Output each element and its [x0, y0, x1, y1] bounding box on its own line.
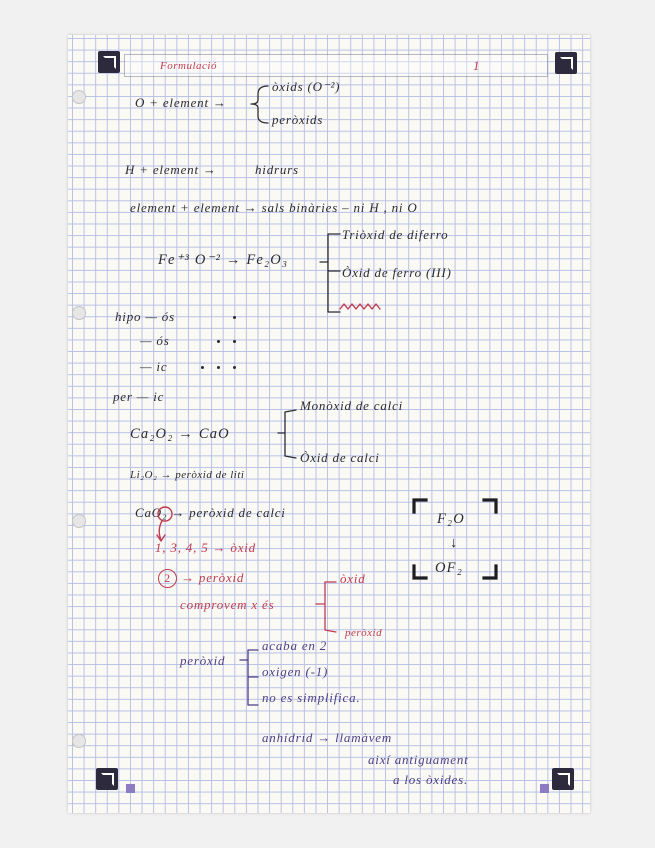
valence-dot — [233, 340, 236, 343]
check-answer: òxid — [340, 571, 366, 586]
suffix-dots — [176, 316, 236, 322]
box-formula-top: F₂O — [437, 511, 465, 527]
valence-dot — [217, 340, 220, 343]
purple-square-icon — [126, 784, 135, 793]
anhydride-note: així antiguament — [368, 752, 469, 767]
iron-name: Òxid de ferro (III) — [342, 265, 452, 280]
valence-dot — [217, 366, 220, 369]
suffix-dots — [176, 366, 236, 372]
box-formula-bottom: OF₂ — [435, 560, 463, 576]
peroxide-rule — [158, 569, 244, 588]
punch-hole — [72, 90, 86, 104]
down-arrow-icon: ↓ — [450, 535, 459, 551]
circled-number: 2 — [158, 569, 177, 588]
iron-name: Triòxid de diferro — [342, 227, 449, 242]
suffix-label: — ic — [140, 359, 168, 374]
hydrogen-result: hidrurs — [255, 162, 299, 177]
check-answer: peròxid — [345, 627, 383, 639]
page-title: Formulació — [160, 60, 217, 72]
punch-hole — [72, 734, 86, 748]
page-number: 1 — [473, 58, 481, 73]
suffix-label: per — ic — [113, 389, 165, 404]
hydrogen-rule: H + element → — [125, 162, 217, 177]
oxygen-rule: O + element → — [135, 95, 227, 110]
peroxide-rule-text: → peròxid — [181, 570, 245, 585]
peroxide-property: no es simplifica. — [262, 690, 361, 705]
valence-dot — [201, 366, 204, 369]
corner-marker-icon — [96, 768, 118, 790]
corner-marker-icon — [555, 52, 577, 74]
oxide-rule: 1, 3, 4, 5 → òxid — [155, 540, 256, 555]
calcium-name: Òxid de calci — [300, 450, 380, 465]
calcium-formula: Ca₂O₂ → CaO — [130, 426, 230, 442]
purple-square-icon — [540, 784, 549, 793]
suffix-label: — ós — [140, 333, 170, 348]
oxygen-option: peròxids — [272, 112, 324, 127]
suffix-dots — [176, 396, 236, 402]
lithium-note: Li₂O₂ → peròxid de liti — [130, 469, 245, 481]
suffix-dots — [176, 340, 236, 346]
valence-dot — [233, 316, 236, 319]
check-question: comprovem x és — [180, 597, 275, 612]
binary-rule: element + element → sals binàries – ni H , ni O — [130, 200, 418, 215]
valence-dot — [233, 366, 236, 369]
iron-formula: Fe⁺³ O⁻² → Fe₂O₃ — [158, 252, 289, 268]
corner-marker-icon — [98, 51, 120, 73]
calcium-peroxide-note: CaO₂ → peròxid de calci — [135, 505, 286, 520]
peroxide-property: acaba en 2 — [262, 638, 328, 653]
suffix-label: hipo — ós — [115, 309, 175, 324]
anhydride-note: anhídrid → llamàvem — [262, 730, 393, 745]
anhydride-note: a los òxides. — [393, 772, 469, 787]
peroxide-property: oxigen (-1) — [262, 664, 329, 679]
oxygen-option: òxids (O⁻²) — [272, 79, 341, 94]
punch-hole — [72, 514, 86, 528]
peroxide-label: peròxid — [180, 653, 226, 668]
punch-hole — [72, 306, 86, 320]
calcium-name: Monòxid de calci — [300, 398, 404, 413]
corner-marker-icon — [552, 768, 574, 790]
